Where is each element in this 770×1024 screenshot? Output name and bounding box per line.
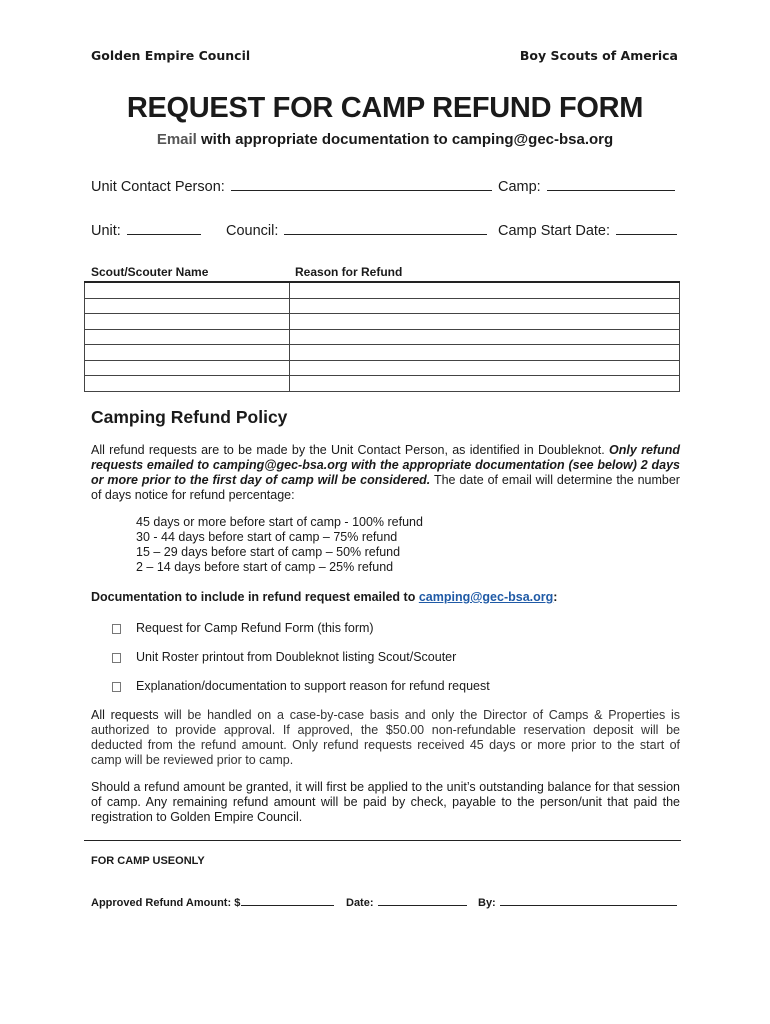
intro-text-1: All refund requests are to be made by the Unit Contact Person, as identified in Doubleknot. bbox=[91, 443, 605, 457]
office-by-line[interactable] bbox=[500, 895, 677, 906]
reason-cell[interactable] bbox=[290, 282, 680, 298]
council-name: Golden Empire Council bbox=[91, 48, 251, 63]
balance-paragraph: Should a refund amount be granted, it will first be applied to the unit’s outstanding balance for that session of camp. Any remaining refund amount will be paid by check, payable to the person/unit that paid the registration to Golden Empire Council. bbox=[91, 780, 680, 824]
doc-list-item bbox=[112, 679, 490, 693]
email-link[interactable]: camping@gec-bsa.org bbox=[418, 590, 554, 604]
name-cell[interactable] bbox=[85, 360, 290, 376]
policy-intro bbox=[91, 443, 680, 503]
name-cell[interactable] bbox=[85, 376, 290, 392]
office-use-heading: FOR CAMP USEONLY bbox=[91, 855, 205, 867]
office-by-label: By: bbox=[478, 897, 496, 909]
refund-tier: 15 – 29 days before start of camp – 50% refund bbox=[136, 545, 401, 559]
reason-cell[interactable] bbox=[290, 360, 680, 376]
reason-cell[interactable] bbox=[290, 329, 680, 345]
checkbox-icon[interactable] bbox=[112, 624, 121, 634]
table-row bbox=[85, 282, 680, 298]
unit-label: Unit: bbox=[91, 223, 121, 239]
camp-start-label: Camp Start Date: bbox=[498, 223, 611, 239]
unit-line[interactable] bbox=[127, 220, 201, 235]
office-date-field[interactable] bbox=[346, 895, 467, 909]
camp-line[interactable] bbox=[547, 176, 675, 191]
reason-cell[interactable] bbox=[290, 314, 680, 330]
doc-list-item bbox=[112, 650, 456, 664]
name-cell[interactable] bbox=[85, 345, 290, 361]
camp-label: Camp: bbox=[498, 179, 541, 195]
reason-cell[interactable] bbox=[290, 298, 680, 314]
checkbox-icon[interactable] bbox=[112, 682, 121, 692]
unit-field[interactable] bbox=[91, 220, 201, 239]
section-divider bbox=[84, 840, 681, 841]
documentation-heading-text: Documentation to include in refund request emailed to bbox=[91, 590, 416, 604]
name-cell[interactable] bbox=[85, 282, 290, 298]
subtitle-rest: with appropriate documentation to camping@gec-bsa.org bbox=[201, 131, 614, 148]
doc-list-item-label: Explanation/documentation to support reason for refund request bbox=[136, 679, 490, 693]
reason-cell[interactable] bbox=[290, 345, 680, 361]
contact-person-field[interactable] bbox=[91, 176, 492, 195]
council-field[interactable] bbox=[226, 220, 487, 239]
intro-text-2: The date of email will determine the number of days notice for refund percentage: bbox=[91, 473, 680, 502]
camp-field[interactable] bbox=[498, 176, 675, 195]
table-row bbox=[85, 298, 680, 314]
doc-list-item-label: Request for Camp Refund Form (this form) bbox=[136, 621, 374, 635]
policy-heading: Camping Refund Policy bbox=[91, 407, 288, 427]
page-subtitle bbox=[0, 131, 770, 148]
approval-paragraph bbox=[91, 708, 680, 768]
documentation-heading bbox=[91, 590, 557, 604]
camp-start-line[interactable] bbox=[616, 220, 677, 235]
contact-person-line[interactable] bbox=[231, 176, 492, 191]
subtitle-email-word: Email bbox=[156, 131, 197, 148]
table-row bbox=[85, 376, 680, 392]
intro-text-bold: Only refund requests emailed to camping@gec-bsa.org with the appropriate documentation (see below) 2 days or more prior to the first day of camp will be considered. bbox=[91, 443, 680, 487]
office-by-field[interactable] bbox=[478, 895, 677, 909]
col-header-reason: Reason for Refund bbox=[295, 265, 403, 279]
organization-name: Boy Scouts of America bbox=[519, 48, 678, 63]
council-line[interactable] bbox=[284, 220, 487, 235]
name-cell[interactable] bbox=[85, 298, 290, 314]
col-header-name: Scout/Scouter Name bbox=[91, 265, 209, 279]
documentation-colon: : bbox=[553, 590, 558, 604]
council-label: Council: bbox=[226, 223, 279, 239]
name-cell[interactable] bbox=[85, 329, 290, 345]
page-title: REQUEST FOR CAMP REFUND FORM bbox=[126, 92, 644, 124]
name-cell[interactable] bbox=[85, 314, 290, 330]
office-date-line[interactable] bbox=[378, 895, 467, 906]
approved-amount-field[interactable] bbox=[91, 895, 334, 909]
refund-tier: 2 – 14 days before start of camp – 25% refund bbox=[136, 560, 394, 574]
table-row bbox=[85, 314, 680, 330]
approval-lead: All requests bbox=[91, 708, 159, 722]
office-date-label: Date: bbox=[346, 897, 374, 909]
approved-amount-label: Approved Refund Amount: $ bbox=[91, 897, 241, 909]
refund-tier: 45 days or more before start of camp - 100% refund bbox=[136, 515, 423, 529]
table-row bbox=[85, 345, 680, 361]
camp-start-field[interactable] bbox=[498, 220, 677, 239]
checkbox-icon[interactable] bbox=[112, 653, 121, 663]
doc-list-item-label: Unit Roster printout from Doubleknot listing Scout/Scouter bbox=[136, 650, 457, 664]
table-row bbox=[85, 360, 680, 376]
doc-list-item bbox=[112, 621, 374, 635]
refund-table bbox=[84, 281, 680, 392]
reason-cell[interactable] bbox=[290, 376, 680, 392]
contact-person-label: Unit Contact Person: bbox=[91, 179, 225, 195]
table-row bbox=[85, 329, 680, 345]
approved-amount-line[interactable] bbox=[241, 895, 334, 906]
approval-text: will be handled on a case-by-case basis and only the Director of Camps & Properties is authorized to provide approval. If approved, the $50.00 non-refundable reservation deposit will be deducted from the refund amount. Only refund requests received 45 days or more prior to the start of camp will be reviewed prior to camp. bbox=[91, 708, 680, 767]
refund-tier: 30 - 44 days before start of camp – 75% refund bbox=[136, 530, 398, 544]
